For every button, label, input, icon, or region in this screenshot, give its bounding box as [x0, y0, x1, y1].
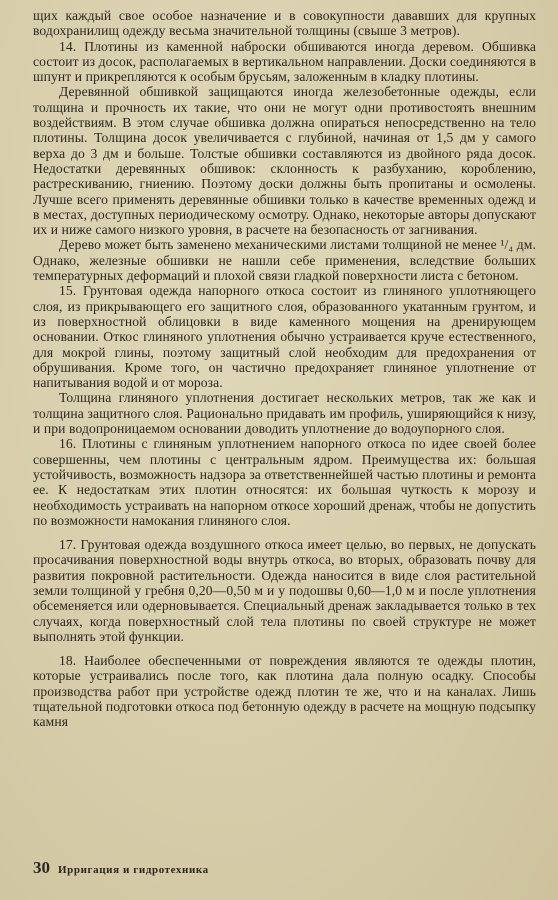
page-footer — [33, 858, 209, 878]
paragraph-18: 18. Наиболее обеспеченными от повреждения являются те одежды плотин, которые устраивались после того, как плотина дала полную осадку. Способы производства работ при устройстве одежд плотин те же, что и на каналах. Лишь тщательной подготовки откоса под бетонную одежду в расчете на мощную подсыпку камня — [33, 653, 536, 730]
page-number: 30 — [33, 858, 50, 877]
paragraph-wood-lining: Деревянной обшивкой защищаются иногда железобетонные одежды, если толщина и прочность их такие, что они не могут одни противостоять внешним воздействиям. В этом случае обшивка должна опираться непосредственно на тело плотины. Толщина досок увеличивается с глубиной, начиная от 1,5 дм у самого верха до 3 дм и больше. Толстые обшивки составляются из двойного ряда досок. Недостатки деревянных обшивок: склонность к разбуханию, короблению, растрескиванию, гниению. Поэтому доски должны быть пропитаны и осмолены. Лучше всего применять деревянные обшивки только в качестве временных одежд и в местах, доступных периодическому осмотру. Однако, некоторые авторы допускают их и ниже самого низкого уровня, в расчете на безопасность от загнивания. — [33, 84, 536, 238]
paragraph-clay-thickness: Толщина глиняного уплотнения достигает нескольких метров, так же как и толщина защитного слоя. Рационально придавать им профиль, уширяющийся к низу, и при водопроницаемом основании доводить уплотнение до водоупорного слоя. — [33, 390, 536, 437]
page-body — [33, 8, 536, 730]
paragraph-14: 14. Плотины из каменной наброски обшиваются иногда деревом. Обшивка состоит из досок, располагаемых в вертикальном направлении. Доски соединяются в шпунт и прикрепляются к особым брусьям, заложенным в кладку плотины. — [33, 38, 536, 85]
paragraph-16: 16. Плотины с глиняным уплотнением напорного откоса по идее своей более совершенны, чем плотины с центральным ядром. Преимущества их: большая устойчивость, возможность надзора за ответственнейшей частью плотины и ремонта ее. К недостаткам этих плотин относятся: их большая чуткость к морозу и необходимость устраивать на напорном откосе хороший дренаж, чтобы не допустить по возможности намокания глиняного слоя. — [33, 436, 536, 528]
paragraph-continuation: щих каждый свое особое назначение и в совокупности дававших для крупных водохранилищ одежду весьма значительной толщины (свыше 3 метров). — [33, 8, 536, 39]
paragraph-17: 17. Грунтовая одежда воздушного откоса имеет целью, во первых, не допускать просачивания поверхностной воды внутрь откоса, во вторых, образовать почву для развития покровной растительности. Одежда наносится в виде слоя растительной земли толщиной у гребня 0,20—0,50 м и у подошвы 0,60—1,0 м и после уплотнения обсеменяется или одерновывается. Специальный дренаж закладывается только в тех случаях, когда поверхностный слой тела плотины по своей структуре не может выполнять этой функции. — [33, 537, 536, 644]
paragraph-metal-sheets: Дерево может быть заменено механическими листами толщиной не менее ¹/₄ дм. Однако, железные обшивки не нашли себе применения, вследствие больших температурных деформаций и плохой связи гладкой поверхности листа с бетоном. — [33, 237, 536, 284]
paragraph-15: 15. Грунтовая одежда напорного откоса состоит из глиняного уплотняющего слоя, из прикрывающего его защитного слоя, образованного укатанным грунтом, и из поверхностной облицовки в виде каменного мощения на дренирующем основании. Откос глиняного уплотнения обычно устраивается круче естественного, для мокрой глины, поэтому защитный слой необходим для предохранения от обрушивания. Кроме того, он частично предохраняет глиняное уплотнение от напитывания водой и от мороза. — [33, 283, 536, 391]
running-footer-title: Ирригация и гидротехника — [58, 864, 209, 876]
